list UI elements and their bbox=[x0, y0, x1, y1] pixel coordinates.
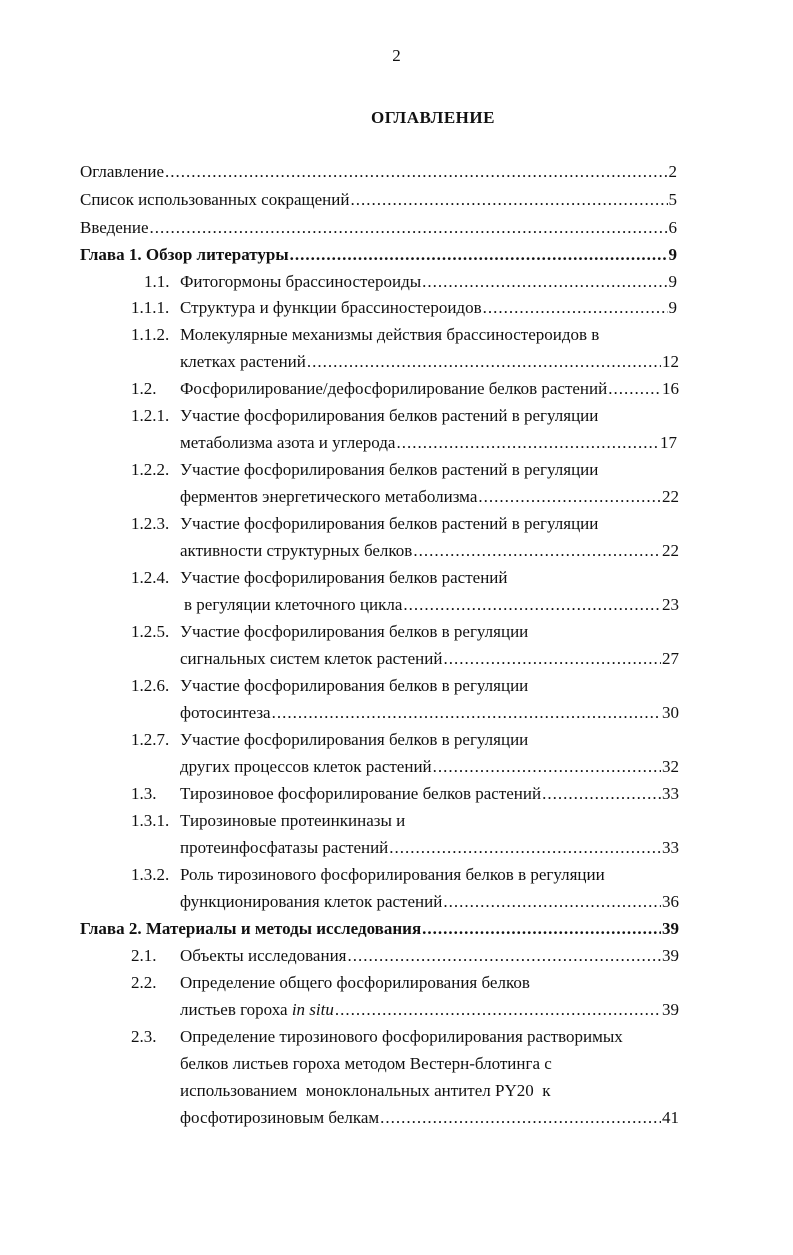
toc-section-number: 1.2.6. bbox=[131, 676, 170, 695]
toc-section-number: 1.2.1. bbox=[131, 406, 170, 425]
toc-entry: Введение ..... 6 bbox=[80, 216, 677, 240]
toc-entry: Оглавление ..... 2 bbox=[80, 160, 677, 184]
toc-entry-line: Определение тирозинового фосфорилирования растворимых bbox=[180, 1027, 623, 1046]
toc-entry: ферментов энергетического метаболизма ..... 22 bbox=[180, 485, 679, 509]
toc-entry: в регуляции клеточного цикла ..... 23 bbox=[184, 593, 679, 617]
toc-entry-line: Участие фосфорилирования белков растений bbox=[180, 568, 508, 587]
toc-entry-line: Участие фосфорилирования белков растений в регуляции bbox=[180, 514, 599, 533]
toc-section-number: 1.2.2. bbox=[131, 460, 170, 479]
toc-entry: фотосинтеза ..... 30 bbox=[180, 701, 679, 725]
toc-section-number: 1.3. bbox=[131, 784, 157, 803]
toc-entry: листьев гороха in situ ..... 39 bbox=[180, 998, 679, 1022]
toc-section-number: 1.1.1. bbox=[131, 298, 170, 317]
page-number: 2 bbox=[392, 46, 401, 65]
toc-entry: Фитогормоны брассиностероиды ..... 9 bbox=[180, 270, 677, 294]
toc-section-number: 1.2. bbox=[131, 379, 157, 398]
toc-entry: протеинфосфатазы растений ..... 33 bbox=[180, 836, 679, 860]
toc-entry: Фосфорилирование/дефосфорилирование белков растений ..... 16 bbox=[180, 377, 679, 401]
toc-section-number: 1.1. bbox=[144, 272, 170, 291]
toc-section-number: 1.3.1. bbox=[131, 811, 170, 830]
toc-entry: клетках растений ..... 12 bbox=[180, 350, 679, 374]
toc-section-number: 1.2.7. bbox=[131, 730, 170, 749]
toc-entry-line: Участие фосфорилирования белков в регуляции bbox=[180, 622, 529, 641]
toc-entry-line: Определение общего фосфорилирования белков bbox=[180, 973, 530, 992]
toc-section-number: 2.1. bbox=[131, 946, 157, 965]
toc-entry: других процессов клеток растений ..... 32 bbox=[180, 755, 679, 779]
toc-entry: Объекты исследования ..... 39 bbox=[180, 944, 679, 968]
page-title: ОГЛАВЛЕНИЕ bbox=[371, 108, 495, 127]
toc-entry-line: Участие фосфорилирования белков в регуляции bbox=[180, 730, 529, 749]
toc-entry-line: белков листьев гороха методом Вестерн-блотинга с bbox=[180, 1054, 552, 1073]
toc-entry-line: Роль тирозинового фосфорилирования белков в регуляции bbox=[180, 865, 605, 884]
toc-section-number: 1.2.5. bbox=[131, 622, 170, 641]
toc-section-number: 1.2.3. bbox=[131, 514, 170, 533]
toc-chapter-entry: Глава 2. Материалы и методы исследования ..... 39 bbox=[80, 917, 679, 941]
toc-section-number: 1.2.4. bbox=[131, 568, 170, 587]
toc-entry-line: использованием моноклональных антител PY20 к bbox=[180, 1081, 551, 1100]
toc-entry: Структура и функции брассиностероидов ..... 9 bbox=[180, 296, 677, 320]
toc-section-number: 2.2. bbox=[131, 973, 157, 992]
toc-section-number: 2.3. bbox=[131, 1027, 157, 1046]
toc-chapter-entry: Глава 1. Обзор литературы ..... 9 bbox=[80, 243, 677, 267]
toc-section-number: 1.1.2. bbox=[131, 325, 170, 344]
toc-entry: сигнальных систем клеток растений ..... 27 bbox=[180, 647, 679, 671]
toc-entry: метаболизма азота и углерода ..... 17 bbox=[180, 431, 677, 455]
toc-section-number: 1.3.2. bbox=[131, 865, 170, 884]
toc-entry-line: Участие фосфорилирования белков растений в регуляции bbox=[180, 406, 599, 425]
toc-entry-line: Молекулярные механизмы действия брассиностероидов в bbox=[180, 325, 600, 344]
toc-entry: Тирозиновое фосфорилирование белков растений ..... 33 bbox=[180, 782, 679, 806]
toc-entry: Список использованных сокращений ..... 5 bbox=[80, 188, 677, 212]
toc-entry: фосфотирозиновым белкам ..... 41 bbox=[180, 1106, 679, 1130]
toc-entry: активности структурных белков ..... 22 bbox=[180, 539, 679, 563]
toc-entry: функционирования клеток растений ..... 36 bbox=[180, 890, 679, 914]
toc-entry-line: Тирозиновые протеинкиназы и bbox=[180, 811, 406, 830]
toc-entry-line: Участие фосфорилирования белков в регуляции bbox=[180, 676, 529, 695]
toc-entry-line: Участие фосфорилирования белков растений в регуляции bbox=[180, 460, 599, 479]
